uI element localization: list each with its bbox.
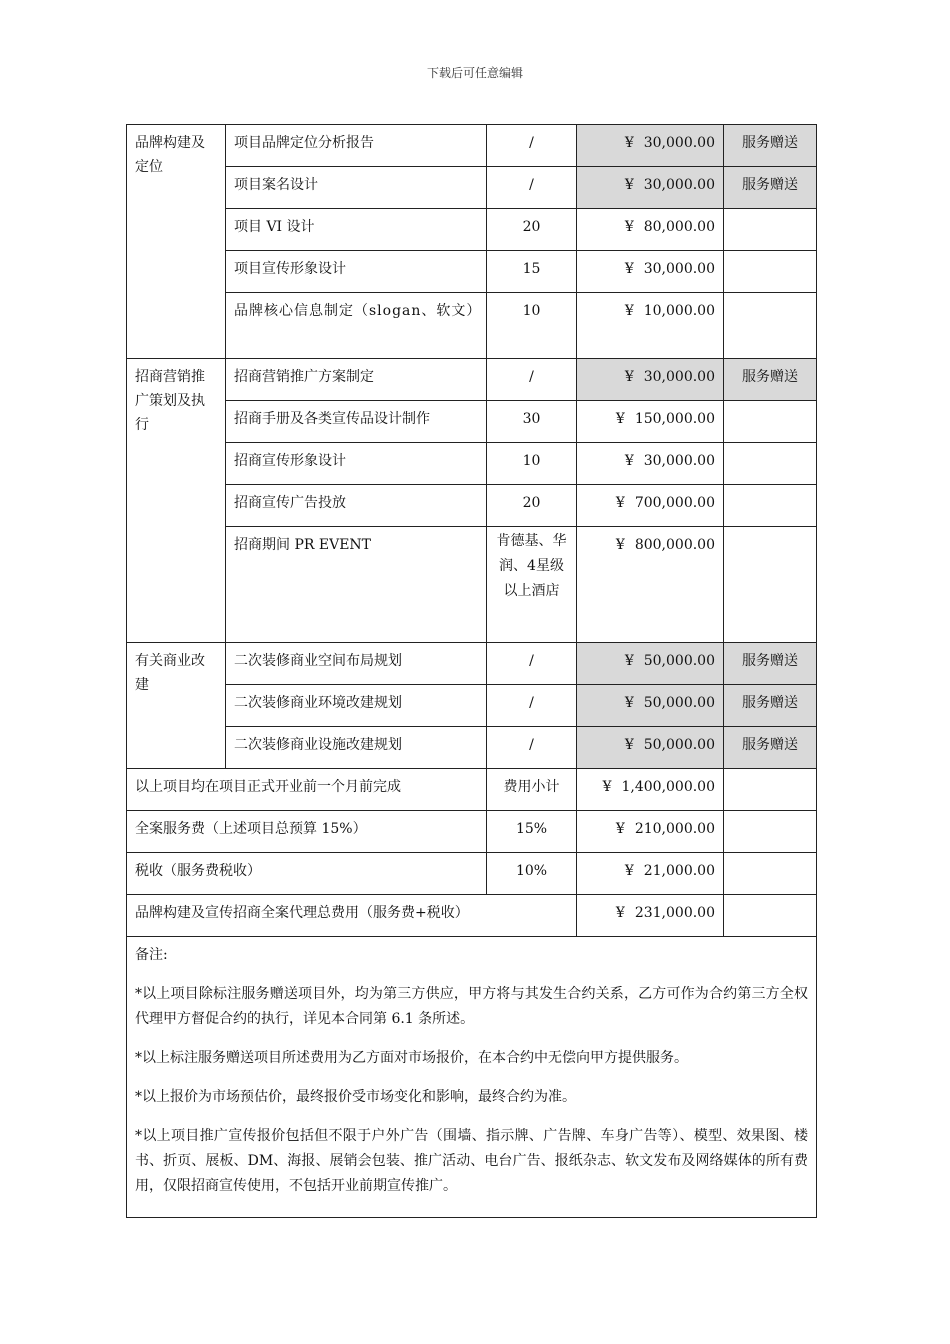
item-row — [127, 251, 817, 293]
currency-symbol: ¥ — [624, 135, 634, 151]
tax-note — [724, 853, 817, 895]
subtotal-row — [127, 769, 817, 811]
tax-label: 税收（服务费税收） — [127, 853, 487, 895]
item-quantity: 10 — [487, 293, 577, 359]
total-label: 品牌构建及宣传招商全案代理总费用（服务费+税收） — [127, 895, 577, 937]
item-name: 招商宣传形象设计 — [226, 443, 487, 485]
remark-item: *以上报价为市场预估价，最终报价受市场变化和影响，最终合约为准。 — [135, 1089, 576, 1105]
item-name: 招商营销推广方案制定 — [226, 359, 487, 401]
amount-value: 30,000.00 — [643, 177, 715, 193]
item-row — [127, 401, 817, 443]
amount-value: 30,000.00 — [643, 261, 715, 277]
currency-symbol: ¥ — [624, 863, 634, 879]
currency-symbol: ¥ — [624, 453, 634, 469]
subtotal-mid: 费用小计 — [487, 769, 577, 811]
remarks-cell — [127, 937, 817, 1218]
item-name: 品牌核心信息制定（slogan、软文） — [226, 293, 487, 359]
item-row — [127, 527, 817, 643]
item-amount — [577, 251, 724, 293]
item-name: 二次装修商业设施改建规划 — [226, 727, 487, 769]
amount-value: 800,000.00 — [634, 537, 715, 553]
service-fee-row — [127, 811, 817, 853]
item-quantity: / — [487, 125, 577, 167]
item-amount — [577, 125, 724, 167]
item-name: 项目宣传形象设计 — [226, 251, 487, 293]
item-row — [127, 209, 817, 251]
remark-item: *以上标注服务赠送项目所述费用为乙方面对市场报价，在本合约中无偿向甲方提供服务。 — [135, 1050, 688, 1066]
currency-symbol: ¥ — [624, 737, 634, 753]
item-amount — [577, 209, 724, 251]
summary-rows — [127, 769, 817, 1218]
currency-symbol: ¥ — [624, 177, 634, 193]
item-quantity: 15 — [487, 251, 577, 293]
remark-item: *以上项目推广宣传报价包括但不限于户外广告（围墙、指示牌、广告牌、车身广告等）、模型、效果图、楼书、折页、展板、DM、海报、展销会包装、推广活动、电台广告、报纸杂志、软文发布及网络媒体的所有费用，仅限招商宣传使用，不包括开业前期宣传推广。 — [135, 1128, 808, 1194]
item-row — [127, 125, 817, 167]
item-row — [127, 643, 817, 685]
service-fee-note — [724, 811, 817, 853]
item-row — [127, 685, 817, 727]
item-amount — [577, 527, 724, 643]
amount-value: 10,000.00 — [643, 303, 715, 319]
item-name: 招商期间 PR EVENT — [226, 527, 487, 643]
amount-value: 50,000.00 — [643, 695, 715, 711]
item-amount — [577, 643, 724, 685]
complimentary-badge: 服务赠送 — [724, 727, 817, 769]
subtotal-amount: ¥ 1,400,000.00 — [577, 769, 724, 811]
complimentary-badge: 服务赠送 — [724, 125, 817, 167]
amount-value: 30,000.00 — [643, 369, 715, 385]
item-name: 招商宣传广告投放 — [226, 485, 487, 527]
item-quantity: / — [487, 359, 577, 401]
subtotal-note — [724, 769, 817, 811]
complimentary-badge: 服务赠送 — [724, 167, 817, 209]
item-row — [127, 359, 817, 401]
item-quantity: 30 — [487, 401, 577, 443]
category-cell: 有关商业改建 — [127, 643, 226, 769]
currency-symbol: ¥ — [624, 369, 634, 385]
item-amount — [577, 359, 724, 401]
currency-symbol: ¥ — [624, 261, 634, 277]
item-name: 二次装修商业空间布局规划 — [226, 643, 487, 685]
tax-amount: ¥ 21,000.00 — [577, 853, 724, 895]
fee-table — [126, 124, 817, 1218]
currency-symbol: ¥ — [624, 695, 634, 711]
item-row — [127, 167, 817, 209]
service-fee-label: 全案服务费（上述项目总预算 15%） — [127, 811, 487, 853]
amount-value: 50,000.00 — [643, 653, 715, 669]
item-name: 项目案名设计 — [226, 167, 487, 209]
item-row — [127, 727, 817, 769]
complimentary-badge: 服务赠送 — [724, 685, 817, 727]
currency-symbol: ¥ — [624, 219, 634, 235]
item-note — [724, 485, 817, 527]
complimentary-badge: 服务赠送 — [724, 359, 817, 401]
service-fee-amount: ¥ 210,000.00 — [577, 811, 724, 853]
item-note — [724, 293, 817, 359]
currency-symbol: ¥ — [624, 303, 634, 319]
service-fee-rate: 15% — [487, 811, 577, 853]
item-quantity: 20 — [487, 485, 577, 527]
item-row — [127, 443, 817, 485]
item-amount — [577, 727, 724, 769]
amount-value: 700,000.00 — [634, 495, 715, 511]
item-note — [724, 251, 817, 293]
item-note — [724, 443, 817, 485]
total-row — [127, 895, 817, 937]
item-name: 项目 VI 设计 — [226, 209, 487, 251]
item-row — [127, 485, 817, 527]
amount-value: 50,000.00 — [643, 737, 715, 753]
currency-symbol: ¥ — [615, 495, 625, 511]
item-amount — [577, 443, 724, 485]
tax-rate: 10% — [487, 853, 577, 895]
category-cell: 品牌构建及定位 — [127, 125, 226, 359]
total-amount: ¥ 231,000.00 — [577, 895, 724, 937]
item-note — [724, 527, 817, 643]
remarks-list — [135, 982, 808, 1199]
item-row — [127, 293, 817, 359]
item-amount — [577, 485, 724, 527]
currency-symbol: ¥ — [615, 905, 625, 921]
item-amount — [577, 401, 724, 443]
category-cell: 招商营销推广策划及执行 — [127, 359, 226, 643]
page-header-text: 下载后可任意编辑 — [426, 66, 523, 80]
tax-row — [127, 853, 817, 895]
amount-value: 30,000.00 — [643, 453, 715, 469]
complimentary-badge: 服务赠送 — [724, 643, 817, 685]
item-quantity: / — [487, 685, 577, 727]
item-amount — [577, 167, 724, 209]
currency-symbol: ¥ — [615, 821, 625, 837]
amount-value: 150,000.00 — [634, 411, 715, 427]
item-quantity: 20 — [487, 209, 577, 251]
item-note — [724, 401, 817, 443]
section-rows — [127, 125, 817, 769]
amount-value: 30,000.00 — [643, 135, 715, 151]
item-quantity: / — [487, 167, 577, 209]
currency-symbol: ¥ — [602, 779, 612, 795]
currency-symbol: ¥ — [615, 411, 625, 427]
item-quantity: / — [487, 727, 577, 769]
item-name: 二次装修商业环境改建规划 — [226, 685, 487, 727]
item-amount — [577, 685, 724, 727]
item-name: 招商手册及各类宣传品设计制作 — [226, 401, 487, 443]
currency-symbol: ¥ — [615, 537, 625, 553]
item-quantity: / — [487, 643, 577, 685]
amount-value: 80,000.00 — [643, 219, 715, 235]
remark-item: *以上项目除标注服务赠送项目外，均为第三方供应，甲方将与其发生合约关系，乙方可作为合约第三方全权代理甲方督促合约的执行，详见本合同第 6.1 条所述。 — [135, 986, 808, 1027]
remarks-row — [127, 937, 817, 1218]
item-note — [724, 209, 817, 251]
currency-symbol: ¥ — [624, 653, 634, 669]
subtotal-label: 以上项目均在项目正式开业前一个月前完成 — [127, 769, 487, 811]
remarks-title: 备注: — [135, 947, 168, 963]
item-name: 项目品牌定位分析报告 — [226, 125, 487, 167]
total-note — [724, 895, 817, 937]
item-quantity: 肯德基、华润、4星级以上酒店 — [487, 527, 577, 643]
item-amount — [577, 293, 724, 359]
item-quantity: 10 — [487, 443, 577, 485]
